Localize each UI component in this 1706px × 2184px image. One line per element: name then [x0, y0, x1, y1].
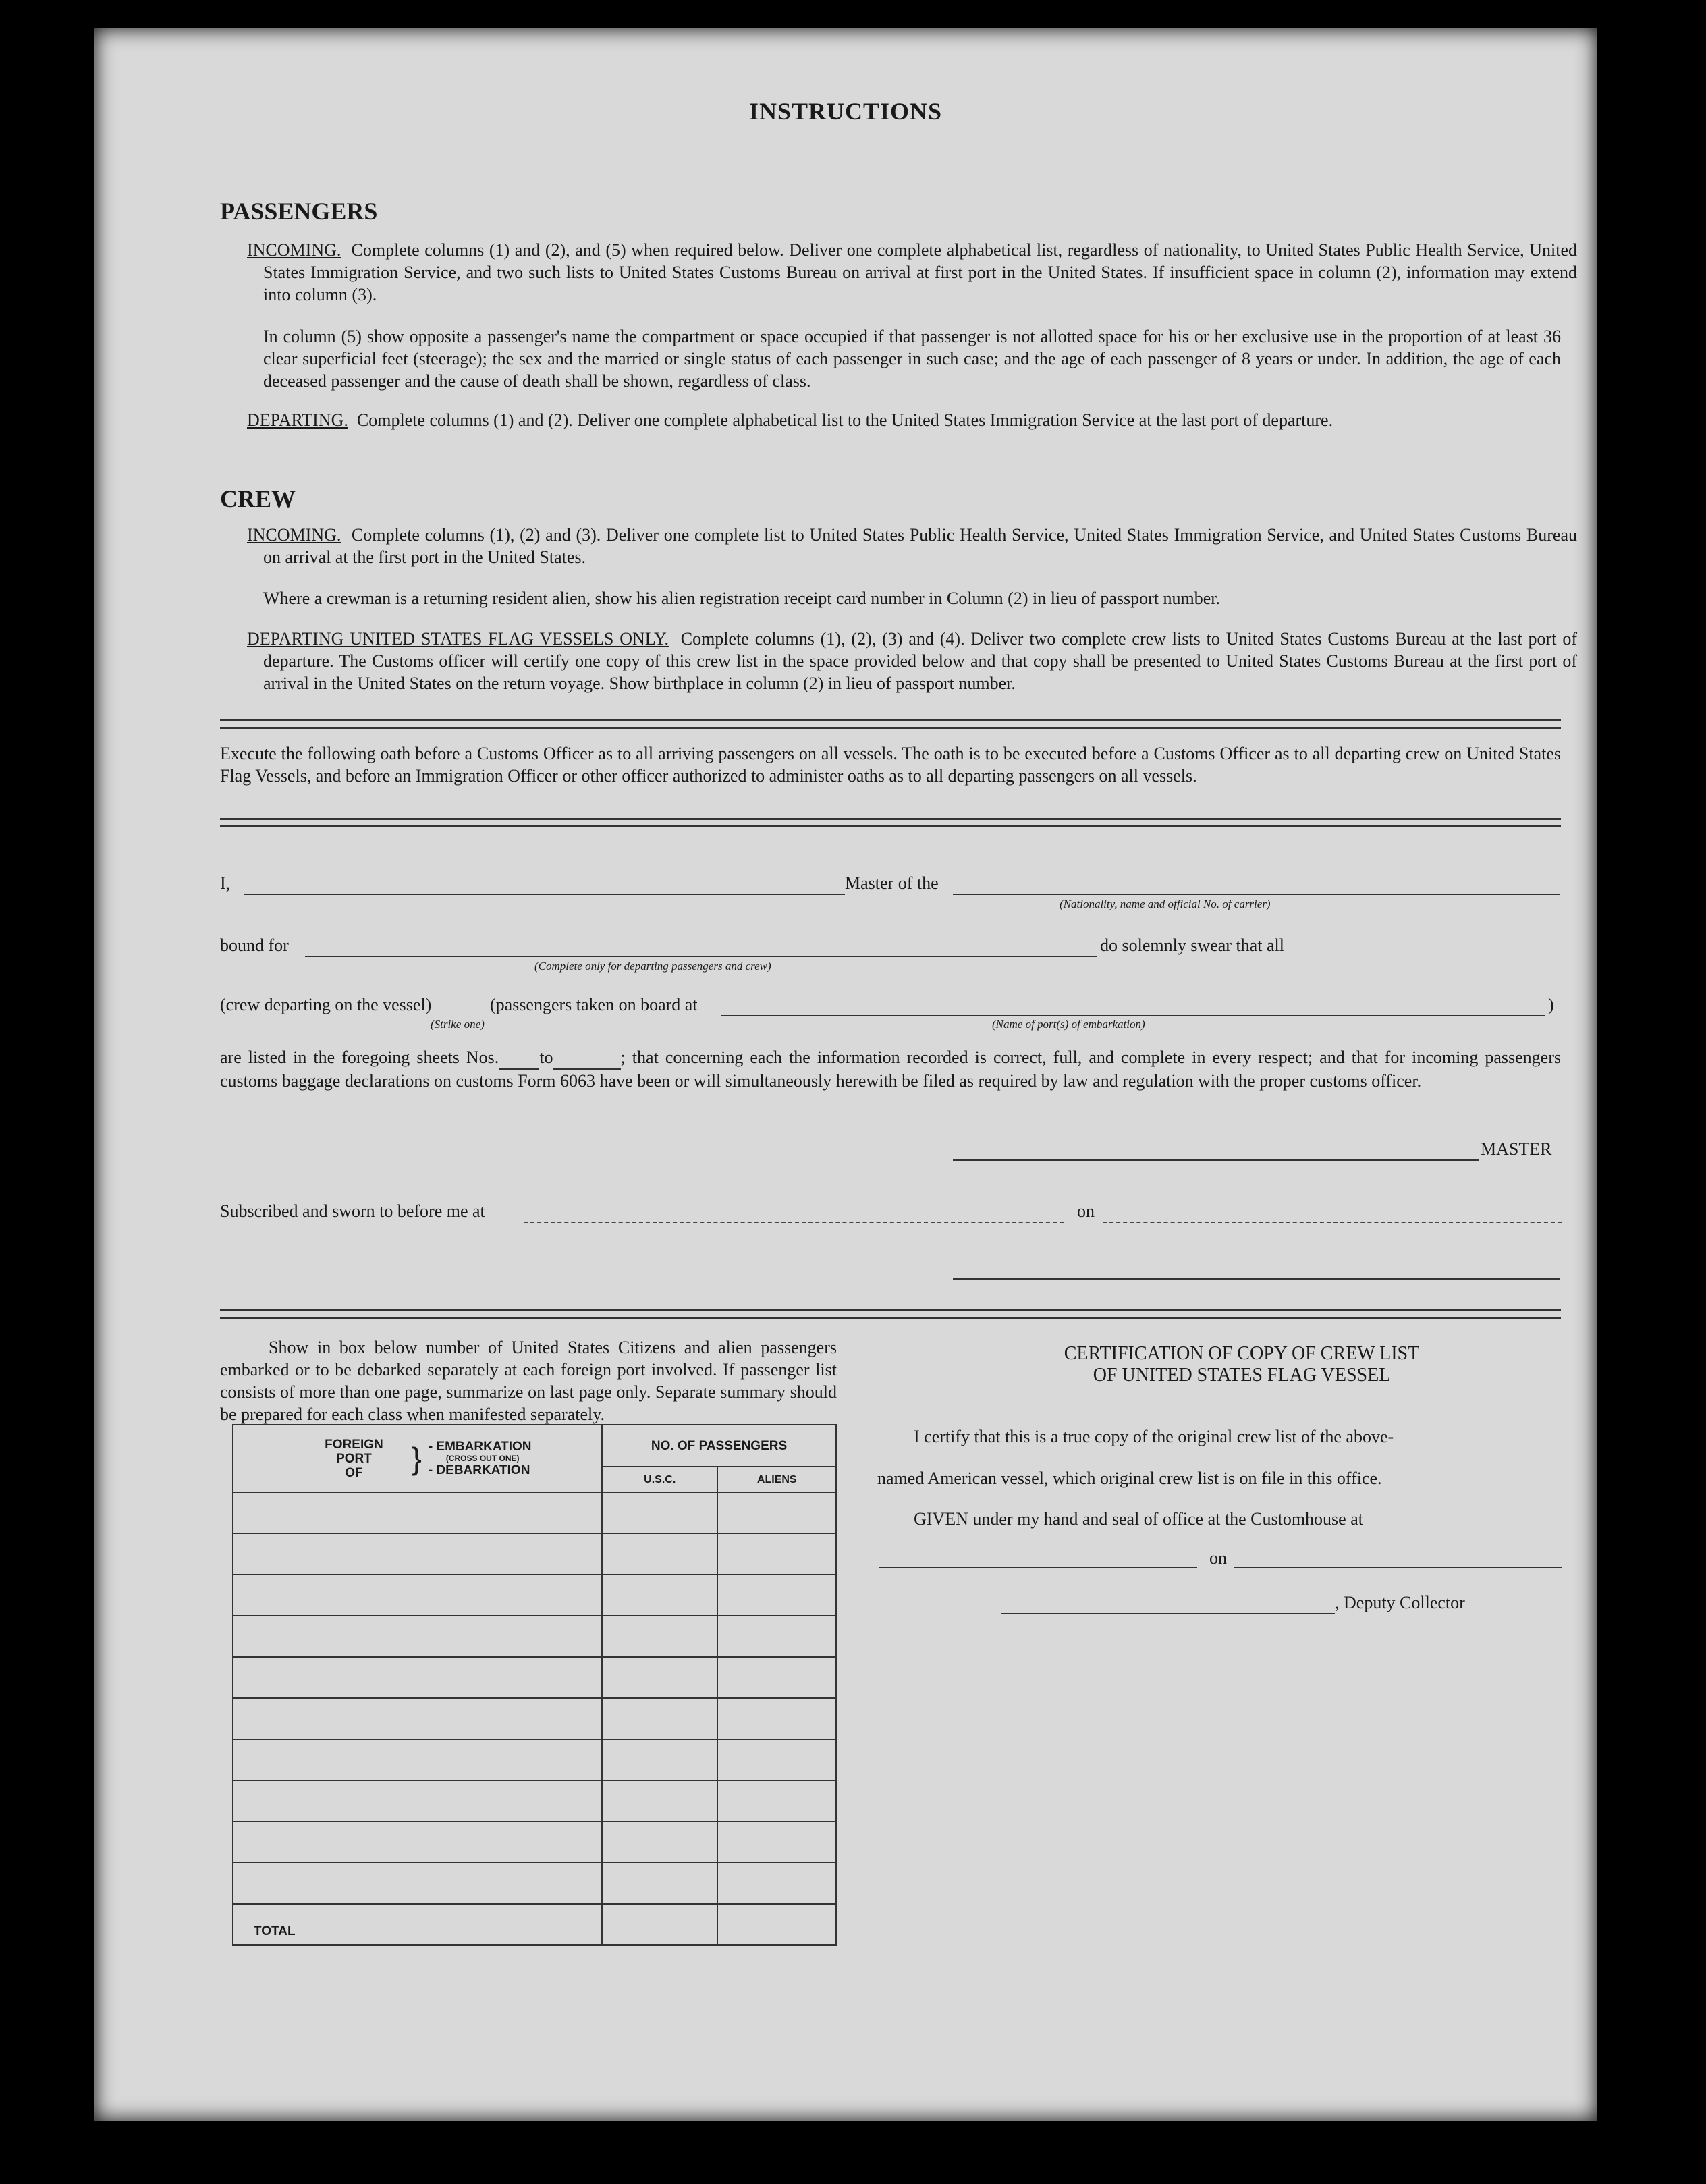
carrier-caption: (Nationality, name and official No. of carrier) [1060, 898, 1271, 910]
table-row [233, 1822, 836, 1863]
passengers-incoming [247, 239, 1577, 306]
table-row [233, 1492, 836, 1533]
listed-statement [220, 1046, 1561, 1092]
port-cell[interactable] [233, 1616, 602, 1657]
port-cell[interactable] [233, 1657, 602, 1698]
table-row [233, 1739, 836, 1780]
crew-departing [247, 628, 1577, 694]
aliens-cell[interactable] [717, 1698, 836, 1739]
cross-out-note: (CROSS OUT ONE) [445, 1454, 520, 1463]
crew-heading: CREW [220, 485, 296, 512]
table-row [233, 1698, 836, 1739]
subscribed-on-label: on [1077, 1201, 1095, 1221]
table-row [233, 1780, 836, 1822]
aliens-cell[interactable] [717, 1616, 836, 1657]
aliens-header: ALIENS [717, 1467, 836, 1492]
aliens-cell[interactable] [717, 1780, 836, 1822]
certification-date-field[interactable] [1234, 1567, 1562, 1568]
deputy-signature-field[interactable] [1001, 1613, 1335, 1614]
passengers-incoming-text: Complete columns (1) and (2), and (5) when required below. Deliver one complete alphabetical list, regardless of nationality, to United States Public Health Service, United States Immigration Service, and two such lists to United States Customs Bureau on arrival at first port in the United States. If insufficient space in column (2), information may extend into column (3). [263, 240, 1578, 304]
usc-cell[interactable] [602, 1533, 717, 1575]
table-row [233, 1533, 836, 1575]
certification-text-2: named American vessel, which original crew list is on file in this office. [877, 1469, 1382, 1488]
listed-text-b: ; that concerning each the information recorded is correct, full, and complete in every respect; and that for incoming passengers customs baggage declarations on customs Form 6063 have been or will simultaneously herewith be filed as required by law and regulation with the proper customs officer. [220, 1047, 1561, 1091]
passenger-summary-table [232, 1424, 837, 1946]
passengers-taken-option[interactable]: (passengers taken on board at [490, 995, 698, 1014]
crew-resident: Where a crewman is a returning resident alien, show his alien registration receipt card number in Column (2) in lieu of passport number. [263, 589, 1221, 608]
total-row [233, 1904, 836, 1945]
foreign-port-header [233, 1425, 602, 1492]
subscribed-label: Subscribed and sworn to before me at [220, 1201, 485, 1221]
port-cell[interactable] [233, 1575, 602, 1616]
form-page [94, 28, 1597, 2121]
crew-departing-text: Complete columns (1), (2), (3) and (4). Deliver two complete crew lists to United States Customs Bureau at the last port of departure. The Customs officer will certify one copy of this crew list in the space provided below and that copy shall be presented to United States Customs Bureau at the first port of arrival in the United States on the return voyage. Show birthplace in column (2) in lieu of passport number. [263, 629, 1577, 693]
bound-for-label: bound for [220, 935, 289, 955]
carrier-field[interactable] [953, 894, 1560, 895]
close-paren: ) [1548, 995, 1554, 1014]
master-name-field[interactable] [244, 894, 845, 895]
usc-cell[interactable] [602, 1616, 717, 1657]
total-label: TOTAL [233, 1904, 602, 1945]
certification-text-3: GIVEN under my hand and seal of office at the Customhouse at [914, 1509, 1363, 1529]
table-row [233, 1575, 836, 1616]
embarkation-option[interactable]: - EMBARKATION [428, 1440, 532, 1454]
certification-text-1: I certify that this is a true copy of the original crew list of the above- [914, 1427, 1394, 1446]
table-row [233, 1863, 836, 1904]
crew-incoming-label: INCOMING. [247, 525, 341, 545]
usc-cell[interactable] [602, 1822, 717, 1863]
passengers-departing-text: Complete columns (1) and (2). Deliver one complete alphabetical list to the United States Immigration Service at the last port of departure. [356, 410, 1333, 430]
port-caption: (Name of port(s) of embarkation) [992, 1018, 1145, 1031]
certification-on-label: on [1209, 1548, 1227, 1568]
page-title: INSTRUCTIONS [748, 98, 943, 125]
embarkation-port-field[interactable] [721, 1015, 1545, 1016]
crew-incoming [247, 524, 1577, 568]
table-row [233, 1616, 836, 1657]
sheet-to-field[interactable] [553, 1046, 621, 1070]
debarkation-option[interactable]: - DEBARKATION [428, 1463, 530, 1477]
aliens-cell[interactable] [717, 1533, 836, 1575]
brace-icon: } [411, 1441, 422, 1476]
passengers-departing [247, 409, 1577, 431]
port-cell[interactable] [233, 1739, 602, 1780]
sheet-from-field[interactable] [499, 1046, 539, 1070]
usc-cell[interactable] [602, 1492, 717, 1533]
divider [220, 818, 1561, 827]
usc-cell[interactable] [602, 1780, 717, 1822]
port-cell[interactable] [233, 1492, 602, 1533]
subscribed-place-field[interactable] [524, 1222, 1064, 1223]
passengers-column5: In column (5) show opposite a passenger's name the compartment or space occupied if that passenger is not allotted space for his or her exclusive use in the proportion of at least 36 clear superficial feet (steerage); the sex and the married or single status of each passenger in such case; and the age of each passenger of 8 years or under. In addition, the age of each deceased passenger and the cause of death shall be shown, regardless of class. [263, 327, 1561, 391]
usc-cell[interactable] [602, 1698, 717, 1739]
usc-total-cell[interactable] [602, 1904, 717, 1945]
passengers-incoming-label: INCOMING. [247, 240, 341, 260]
port-cell[interactable] [233, 1533, 602, 1575]
officer-signature-field[interactable] [953, 1278, 1560, 1280]
listed-to: to [539, 1047, 553, 1067]
deputy-collector-label: , Deputy Collector [1335, 1593, 1465, 1612]
port-cell[interactable] [233, 1698, 602, 1739]
port-cell[interactable] [233, 1822, 602, 1863]
port-cell[interactable] [233, 1863, 602, 1904]
aliens-cell[interactable] [717, 1822, 836, 1863]
divider [220, 1309, 1561, 1319]
oath-i-label: I, [220, 873, 231, 893]
foreign-label: FOREIGN [325, 1437, 383, 1452]
passengers-departing-label: DEPARTING. [247, 410, 348, 430]
aliens-cell[interactable] [717, 1739, 836, 1780]
certification-title-1: CERTIFICATION OF COPY OF CREW LIST [1064, 1343, 1420, 1364]
no-of-passengers-header: NO. OF PASSENGERS [602, 1425, 836, 1467]
master-of-label: Master of the [845, 873, 939, 893]
crew-departing-option[interactable]: (crew departing on the vessel) [220, 995, 432, 1014]
port-label: PORT [336, 1451, 372, 1466]
oath-intro: Execute the following oath before a Customs Officer as to all arriving passengers on all vessels. The oath is to be executed before a Customs Officer as to all departing crew on United States Flag Vessels, and before an Immigration Officer or other officer authorized to administer oaths as to all departing passengers on all vessels. [220, 744, 1561, 786]
usc-cell[interactable] [602, 1863, 717, 1904]
port-cell[interactable] [233, 1780, 602, 1822]
certification-title-2: OF UNITED STATES FLAG VESSEL [1093, 1365, 1391, 1386]
aliens-cell[interactable] [717, 1575, 836, 1616]
usc-cell[interactable] [602, 1575, 717, 1616]
strike-caption: (Strike one) [431, 1018, 485, 1031]
subscribed-date-field[interactable] [1103, 1222, 1562, 1223]
customhouse-field[interactable] [879, 1567, 1197, 1568]
master-label: MASTER [1481, 1139, 1552, 1159]
passengers-heading: PASSENGERS [220, 198, 378, 225]
master-signature-field[interactable] [953, 1159, 1479, 1161]
crew-departing-label: DEPARTING UNITED STATES FLAG VESSELS ONLY. [247, 629, 669, 649]
aliens-cell[interactable] [717, 1863, 836, 1904]
bound-for-field[interactable] [305, 956, 1097, 957]
listed-text-a: are listed in the foregoing sheets Nos. [220, 1047, 499, 1067]
aliens-cell[interactable] [717, 1657, 836, 1698]
usc-cell[interactable] [602, 1739, 717, 1780]
table-row [233, 1657, 836, 1698]
crew-incoming-text: Complete columns (1), (2) and (3). Deliver one complete list to United States Public Health Service, United States Immigration Service, and United States Customs Bureau on arrival at the first port in the United States. [263, 525, 1577, 567]
aliens-cell[interactable] [717, 1492, 836, 1533]
bound-caption: (Complete only for departing passengers and crew) [534, 960, 771, 973]
usc-cell[interactable] [602, 1657, 717, 1698]
divider [220, 719, 1561, 729]
of-label: OF [345, 1465, 363, 1480]
usc-header: U.S.C. [602, 1467, 717, 1492]
aliens-total-cell[interactable] [717, 1904, 836, 1945]
swear-label: do solemnly swear that all [1100, 935, 1284, 955]
summary-instructions: Show in box below number of United States Citizens and alien passengers embarked or to be debarked separately at each foreign port involved. If passenger list consists of more than one page, summarize on last page only. Separate summary should be prepared for each class when manifested separately. [220, 1338, 837, 1424]
